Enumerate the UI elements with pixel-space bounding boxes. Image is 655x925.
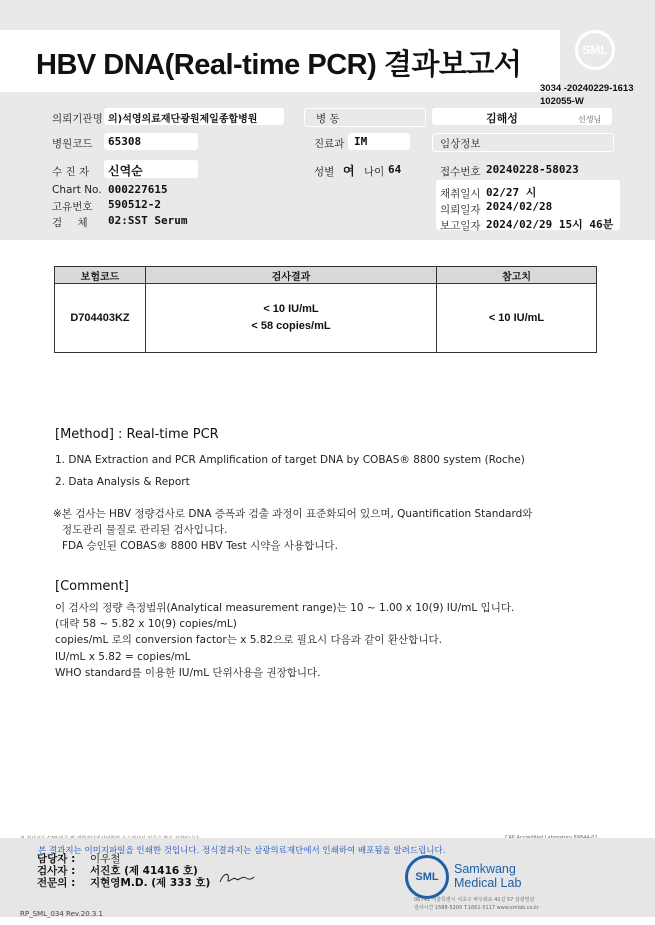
method-item-2: 2. Data Analysis & Report bbox=[55, 476, 190, 488]
result-table bbox=[54, 266, 597, 353]
lab-address: 06742 서울특별시 서초구 바우뫼로 41길 57 삼광빌딩 bbox=[414, 897, 535, 903]
report-date-label: 보고일자 bbox=[440, 220, 481, 232]
report-title: HBV DNA(Real-time PCR) 결과보고서 bbox=[36, 49, 522, 81]
sex-value: 여 bbox=[343, 164, 355, 178]
sml-brand-logo-icon: SML bbox=[405, 855, 449, 899]
report-id-line2: 102055-W bbox=[540, 96, 584, 107]
header-test-result: 검사결과 bbox=[146, 267, 437, 284]
comment-line-4: IU/mL x 5.82 = copies/mL bbox=[55, 651, 191, 663]
hospital-code-value: 65308 bbox=[108, 135, 142, 148]
doctor-suffix: 선생님 bbox=[578, 115, 602, 124]
sex-label: 성별 bbox=[314, 166, 335, 178]
specimen-value: 02:SST Serum bbox=[108, 214, 188, 227]
specimen-label: 검 체 bbox=[52, 217, 94, 229]
result-iu: < 10 IU/mL bbox=[263, 303, 319, 315]
request-label: 의뢰일자 bbox=[440, 204, 481, 216]
clinical-info-label: 임상정보 bbox=[440, 138, 481, 150]
collection-value: 02/27 시 bbox=[486, 186, 537, 199]
age-label: 나이 bbox=[364, 166, 385, 178]
receipt-no-value: 20240228-58023 bbox=[486, 163, 579, 176]
comment-title: [Comment] bbox=[55, 579, 129, 594]
reference-cell: < 10 IU/mL bbox=[437, 284, 597, 353]
clinical-info-box bbox=[432, 133, 614, 152]
manager-value: 이우철 bbox=[90, 853, 121, 865]
department-value: IM bbox=[354, 135, 368, 148]
report-date-value: 2024/02/29 15시 46분 bbox=[486, 218, 614, 231]
sml-logo-icon: SML bbox=[575, 30, 615, 70]
method-note-2: 정도관리 물질로 관리된 검사입니다. bbox=[62, 524, 228, 536]
method-note-1: ※본 검사는 HBV 정량검사로 DNA 증폭과 검출 과정이 표준화되어 있으며, Quantification Standard와 bbox=[53, 508, 533, 520]
lab-contact: 검사시간 1588-5200 T.1661-5117 www.smlab.co.kr bbox=[414, 905, 539, 911]
comment-line-1: 이 검사의 정량 측정범위(Analytical measurement range)는 10 ~ 1.00 x 10(9) IU/mL 입니다. bbox=[55, 602, 515, 614]
specialist-label: 전문의 : bbox=[37, 877, 76, 889]
signature-icon bbox=[218, 870, 256, 886]
comment-line-3: copies/mL 로의 conversion factor는 x 5.82으로 필요시 다음과 같이 환산합니다. bbox=[55, 634, 442, 646]
method-title: [Method] : Real-time PCR bbox=[55, 427, 219, 442]
institution-value: 의)석영의료재단광원제일종합병원 bbox=[108, 114, 258, 125]
unique-value: 590512-2 bbox=[108, 198, 161, 211]
age-value: 64 bbox=[388, 163, 402, 176]
request-value: 2024/02/28 bbox=[486, 200, 553, 213]
ward-box bbox=[304, 108, 426, 127]
table-row bbox=[55, 284, 597, 353]
department-label: 진료과 bbox=[314, 138, 345, 150]
report-id-line1: 3034 -20240229-1613 bbox=[540, 83, 634, 94]
report-id bbox=[540, 82, 634, 108]
header-insurance-code: 보험코드 bbox=[55, 267, 146, 284]
test-result-cell bbox=[146, 284, 437, 353]
patient-value: 신역순 bbox=[108, 164, 143, 178]
patient-label: 수 진 자 bbox=[52, 166, 90, 178]
brand-line-2: Medical Lab bbox=[454, 876, 522, 890]
institution-label: 의뢰기관명 bbox=[52, 113, 103, 125]
chart-label: Chart No. bbox=[52, 184, 102, 196]
examiner-label: 검사자 : bbox=[37, 865, 76, 877]
hospital-code-label: 병원코드 bbox=[52, 138, 93, 150]
comment-line-2: (대략 58 ~ 5.82 x 10(9) copies/mL) bbox=[55, 618, 237, 630]
ward-label: 병 동 bbox=[316, 113, 340, 125]
chart-value: 000227615 bbox=[108, 183, 168, 196]
collection-label: 채취일시 bbox=[440, 188, 481, 200]
result-copies: < 58 copies/mL bbox=[251, 320, 331, 332]
method-item-1: 1. DNA Extraction and PCR Amplification of target DNA by COBAS® 8800 system (Roche) bbox=[55, 454, 525, 466]
receipt-no-label: 접수번호 bbox=[440, 166, 481, 178]
header-reference: 참고치 bbox=[437, 267, 597, 284]
doctor-value: 김해성 bbox=[486, 112, 518, 125]
brand-name bbox=[454, 862, 521, 890]
insurance-code-cell: D704403KZ bbox=[55, 284, 146, 353]
method-note-3: FDA 승인된 COBAS® 8800 HBV Test 시약을 사용합니다. bbox=[62, 540, 338, 552]
footer-notice: 본 결과지는 이미지파일을 인쇄한 것입니다. 정식결과지는 삼광의료재단에서 인쇄하여 배포됨을 알려드립니다. bbox=[38, 846, 446, 856]
specialist-value: 지현영M.D. (제 333 호) bbox=[90, 877, 211, 889]
comment-line-5: WHO standard를 이용한 IU/mL 단위사용을 권장합니다. bbox=[55, 667, 321, 679]
brand-line-1: Samkwang bbox=[454, 862, 516, 876]
form-code: RP_SML_034 Rev.20.3.1 bbox=[20, 910, 103, 918]
table-header-row bbox=[55, 267, 597, 284]
examiner-value: 서진호 (제 41416 호) bbox=[90, 865, 198, 877]
unique-label: 고유번호 bbox=[52, 201, 93, 213]
manager-label: 담당자 : bbox=[37, 853, 76, 865]
